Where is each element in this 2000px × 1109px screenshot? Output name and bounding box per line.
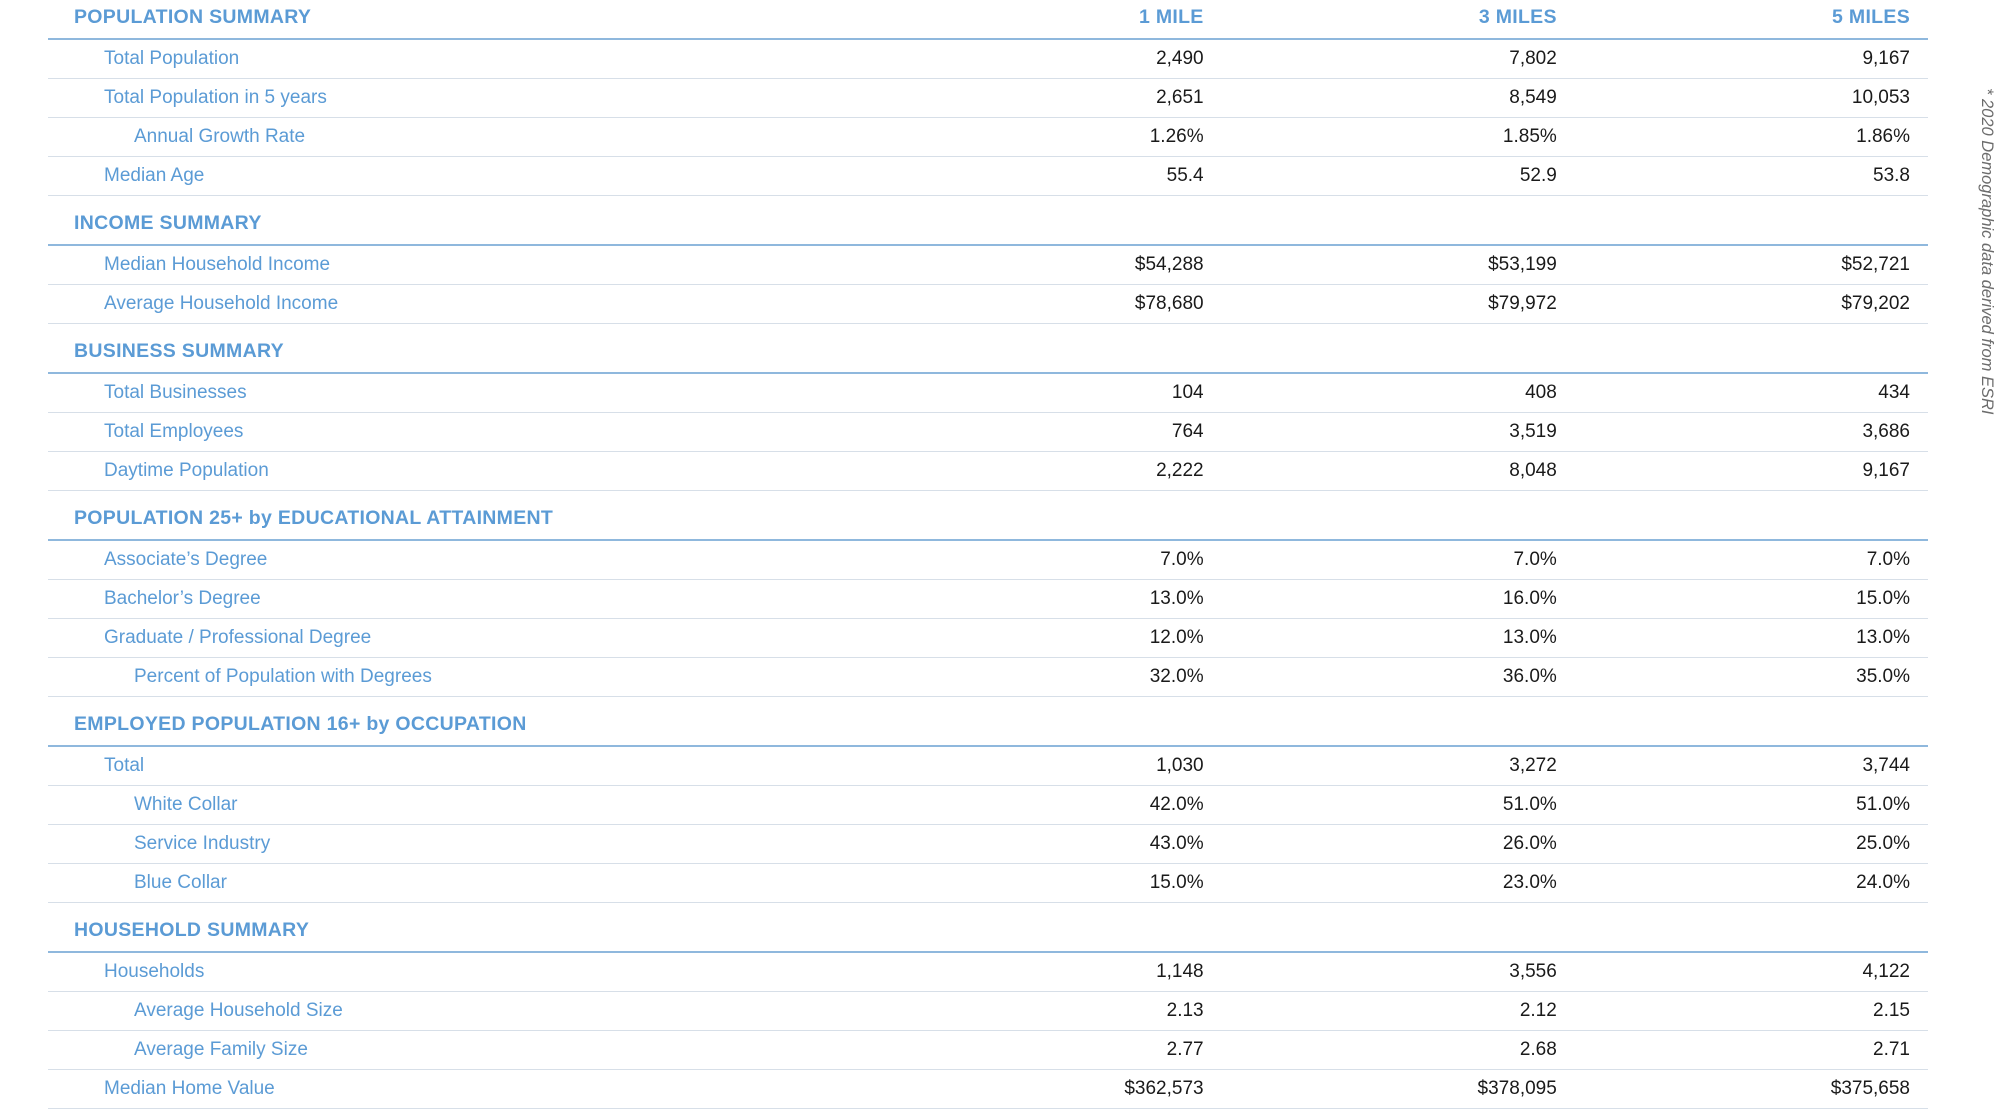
row-value: 7.0% [1222, 540, 1575, 580]
row-label: Median Household Income [48, 245, 868, 285]
row-value: 1.26% [868, 118, 1221, 157]
row-value: 55.4 [868, 157, 1221, 196]
row-label: Average Family Size [48, 1031, 868, 1070]
row-value: 7.0% [1575, 540, 1928, 580]
table-row [48, 864, 1928, 903]
table-row [48, 992, 1928, 1031]
table-row [48, 540, 1928, 580]
table-row [48, 825, 1928, 864]
row-value: 1.86% [1575, 118, 1928, 157]
section-title: EMPLOYED POPULATION 16+ by OCCUPATION [48, 697, 1928, 747]
table-row [48, 619, 1928, 658]
row-value: 36.0% [1222, 658, 1575, 697]
row-value: 2.12 [1222, 992, 1575, 1031]
row-value: 15.0% [1575, 580, 1928, 619]
row-value: 10,053 [1575, 79, 1928, 118]
section-header-row [48, 196, 1928, 246]
row-label: Total [48, 746, 868, 786]
row-label: Total Employees [48, 413, 868, 452]
row-value: 8,048 [1222, 452, 1575, 491]
row-label: Average Household Size [48, 992, 868, 1031]
row-value: 3,272 [1222, 746, 1575, 786]
row-value: 12.0% [868, 619, 1221, 658]
section-title: POPULATION 25+ by EDUCATIONAL ATTAINMENT [48, 491, 1928, 541]
row-label: Median Age [48, 157, 868, 196]
row-label: Median Home Value [48, 1070, 868, 1109]
table-row [48, 786, 1928, 825]
section-header-row [48, 903, 1928, 953]
table-row [48, 1070, 1928, 1109]
row-label: White Collar [48, 786, 868, 825]
table-row [48, 658, 1928, 697]
row-label: Blue Collar [48, 864, 868, 903]
row-value: $54,288 [868, 245, 1221, 285]
section-header-row [48, 697, 1928, 747]
table-row [48, 79, 1928, 118]
table-row [48, 118, 1928, 157]
row-label: Total Businesses [48, 373, 868, 413]
row-label: Graduate / Professional Degree [48, 619, 868, 658]
row-value: 7.0% [868, 540, 1221, 580]
row-value: 2,651 [868, 79, 1221, 118]
row-value: 52.9 [1222, 157, 1575, 196]
row-value: $378,095 [1222, 1070, 1575, 1109]
row-value: 2.13 [868, 992, 1221, 1031]
row-value: 2.68 [1222, 1031, 1575, 1070]
row-label: Percent of Population with Degrees [48, 658, 868, 697]
table-row [48, 952, 1928, 992]
row-value: 1,030 [868, 746, 1221, 786]
table-row [48, 580, 1928, 619]
row-value: $79,202 [1575, 285, 1928, 324]
table-row [48, 39, 1928, 79]
row-value: 3,556 [1222, 952, 1575, 992]
row-value: 42.0% [868, 786, 1221, 825]
demographics-table [48, 0, 1928, 1109]
row-value: 15.0% [868, 864, 1221, 903]
row-value: 3,744 [1575, 746, 1928, 786]
row-value: 4,122 [1575, 952, 1928, 992]
row-value: 104 [868, 373, 1221, 413]
row-value: 408 [1222, 373, 1575, 413]
row-value: 26.0% [1222, 825, 1575, 864]
row-value: 3,686 [1575, 413, 1928, 452]
section-title: HOUSEHOLD SUMMARY [48, 903, 1928, 953]
row-value: $79,972 [1222, 285, 1575, 324]
column-header: 1 MILE [868, 0, 1221, 39]
row-value: 764 [868, 413, 1221, 452]
row-label: Service Industry [48, 825, 868, 864]
row-label: Associate’s Degree [48, 540, 868, 580]
row-value: $375,658 [1575, 1070, 1928, 1109]
row-value: 9,167 [1575, 39, 1928, 79]
data-source-footnote: * 2020 Demographic data derived from ESRI [1978, 88, 1996, 415]
row-value: 9,167 [1575, 452, 1928, 491]
column-header: 3 MILES [1222, 0, 1575, 39]
table-header-row [48, 0, 1928, 39]
table-row [48, 285, 1928, 324]
row-value: 51.0% [1222, 786, 1575, 825]
row-value: 25.0% [1575, 825, 1928, 864]
row-value: 2.77 [868, 1031, 1221, 1070]
row-value: 2,222 [868, 452, 1221, 491]
section-header-row [48, 324, 1928, 374]
row-value: $78,680 [868, 285, 1221, 324]
row-value: 23.0% [1222, 864, 1575, 903]
row-value: $52,721 [1575, 245, 1928, 285]
row-label: Total Population [48, 39, 868, 79]
table-row [48, 746, 1928, 786]
table-row [48, 413, 1928, 452]
row-value: 51.0% [1575, 786, 1928, 825]
row-value: 7,802 [1222, 39, 1575, 79]
table-row [48, 373, 1928, 413]
row-value: 13.0% [1575, 619, 1928, 658]
row-value: 32.0% [868, 658, 1221, 697]
section-title: BUSINESS SUMMARY [48, 324, 1928, 374]
row-value: 13.0% [1222, 619, 1575, 658]
row-label: Annual Growth Rate [48, 118, 868, 157]
row-value: 2,490 [868, 39, 1221, 79]
row-label: Average Household Income [48, 285, 868, 324]
row-value: 53.8 [1575, 157, 1928, 196]
row-value: 35.0% [1575, 658, 1928, 697]
table-row [48, 245, 1928, 285]
row-value: 43.0% [868, 825, 1221, 864]
table-row [48, 1031, 1928, 1070]
row-label: Households [48, 952, 868, 992]
section-header-row [48, 491, 1928, 541]
row-value: 1.85% [1222, 118, 1575, 157]
column-header: 5 MILES [1575, 0, 1928, 39]
row-value: 16.0% [1222, 580, 1575, 619]
row-value: 13.0% [868, 580, 1221, 619]
table-row [48, 157, 1928, 196]
row-value: 434 [1575, 373, 1928, 413]
row-value: 2.15 [1575, 992, 1928, 1031]
row-value: 2.71 [1575, 1031, 1928, 1070]
row-value: 1,148 [868, 952, 1221, 992]
row-value: 3,519 [1222, 413, 1575, 452]
row-label: Total Population in 5 years [48, 79, 868, 118]
row-label: Daytime Population [48, 452, 868, 491]
row-value: $362,573 [868, 1070, 1221, 1109]
section-title: POPULATION SUMMARY [48, 0, 868, 39]
row-label: Bachelor’s Degree [48, 580, 868, 619]
row-value: $53,199 [1222, 245, 1575, 285]
row-value: 8,549 [1222, 79, 1575, 118]
section-title: INCOME SUMMARY [48, 196, 1928, 246]
row-value: 24.0% [1575, 864, 1928, 903]
table-row [48, 452, 1928, 491]
